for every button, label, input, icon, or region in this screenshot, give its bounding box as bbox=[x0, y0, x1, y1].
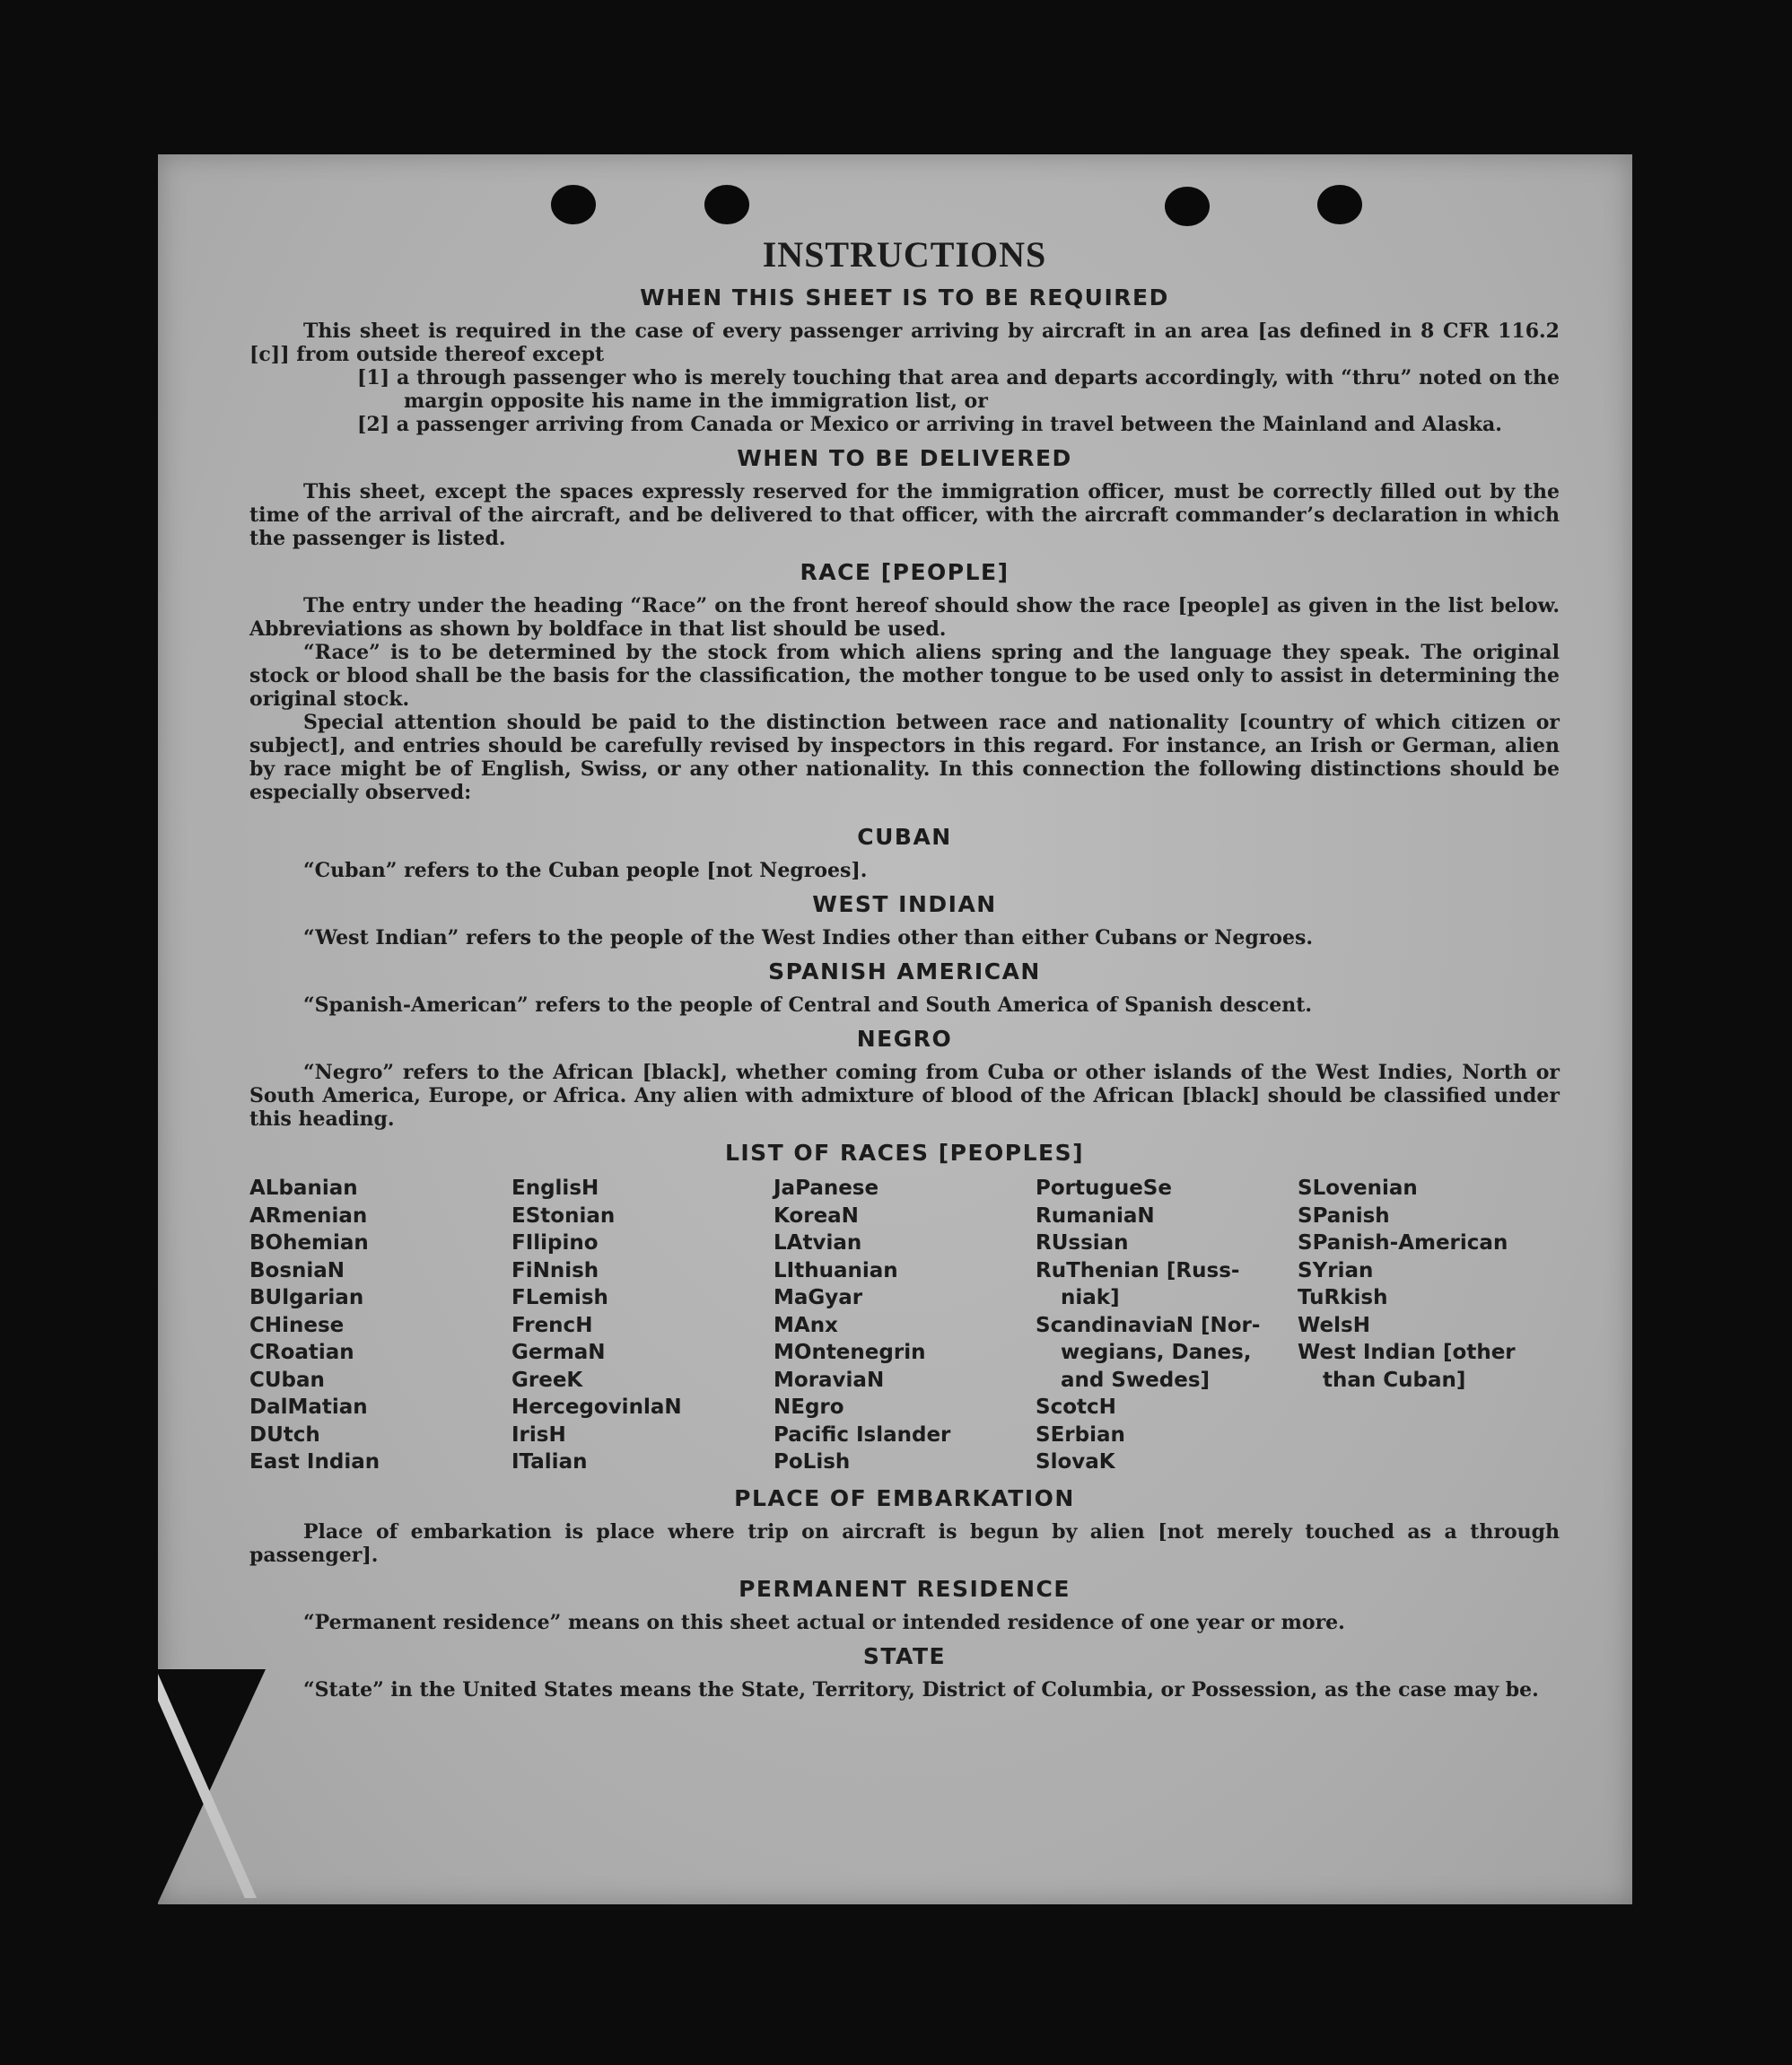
race-item: BUlgarian bbox=[249, 1286, 364, 1309]
race-item: ITalian bbox=[511, 1450, 588, 1474]
embarkation-text: Place of embarkation is place where trip on aircraft is begun by alien [not merely touched as a through passenger]. bbox=[249, 1519, 1560, 1567]
heading-negro: NEGRO bbox=[856, 1026, 953, 1052]
heading-required: WHEN THIS SHEET IS TO BE REQUIRED bbox=[640, 284, 1169, 311]
race-item-continued: wegians, Danes, bbox=[1061, 1341, 1252, 1364]
heading-delivered: WHEN TO BE DELIVERED bbox=[737, 445, 1072, 471]
west-indian-text: “West Indian” refers to the people of the West Indies other than either Cubans or Negroes. bbox=[303, 926, 1314, 949]
heading-west-indian: WEST INDIAN bbox=[812, 891, 997, 917]
heading-spanish-american: SPANISH AMERICAN bbox=[768, 958, 1041, 984]
cuban-text: “Cuban” refers to the Cuban people [not Negroes]. bbox=[303, 859, 868, 882]
race-paragraph-1: The entry under the heading “Race” on the front hereof should show the race [people] as given in the list below. Abbreviations as shown by boldface in that list should be used. bbox=[249, 594, 1560, 641]
race-item: CRoatian bbox=[249, 1341, 354, 1364]
race-item: BOhemian bbox=[249, 1231, 369, 1255]
race-item: JaPanese bbox=[774, 1177, 879, 1200]
race-item: FrencH bbox=[511, 1313, 593, 1337]
heading-race: RACE [PEOPLE] bbox=[800, 559, 1010, 585]
race-item: GermaN bbox=[511, 1341, 606, 1364]
races-column-5 bbox=[1298, 1175, 1560, 1476]
race-item: EnglisH bbox=[511, 1177, 599, 1200]
race-item: ARmenian bbox=[249, 1203, 368, 1228]
races-column-4 bbox=[1036, 1175, 1298, 1476]
race-item: West Indian [other bbox=[1298, 1341, 1516, 1364]
page-title: INSTRUCTIONS bbox=[762, 234, 1047, 275]
race-item: LIthuanian bbox=[774, 1258, 898, 1282]
race-item: DalMatian bbox=[249, 1396, 368, 1419]
race-item: CHinese bbox=[249, 1313, 345, 1337]
required-item-2: [2] a passenger arriving from Canada or Mexico or arriving in travel between the Mainland and Alaska. bbox=[357, 413, 1502, 436]
heading-list-of-races: LIST OF RACES [PEOPLES] bbox=[724, 1140, 1085, 1166]
races-list bbox=[249, 1175, 1560, 1476]
heading-state: STATE bbox=[862, 1642, 947, 1669]
race-item: ScandinaviaN [Nor- bbox=[1036, 1313, 1261, 1337]
race-item: PoLish bbox=[774, 1450, 851, 1474]
race-item: RuThenian [Russ- bbox=[1036, 1258, 1240, 1282]
race-item: FLemish bbox=[511, 1286, 608, 1309]
spanish-american-text: “Spanish-American” refers to the people of Central and South America of Spanish descent. bbox=[303, 993, 1313, 1017]
race-item: CUban bbox=[249, 1368, 325, 1392]
heading-embarkation: PLACE OF EMBARKATION bbox=[734, 1484, 1075, 1511]
races-column-1 bbox=[249, 1175, 511, 1476]
race-item: FiNnish bbox=[511, 1258, 599, 1282]
race-item: LAtvian bbox=[774, 1231, 862, 1255]
required-item-1: [1] a through passenger who is merely touching that area and departs accordingly, with “thru” noted on the margin opposite his name in the immigration list, or bbox=[357, 366, 1560, 413]
punch-hole bbox=[704, 185, 749, 224]
race-paragraph-3: Special attention should be paid to the distinction between race and nationality [country of which citizen or subject], and entries should be carefully revised by inspectors in this regard. For instance, an Irish or German, alien by race might be of English, Swiss, or any other nationality. In this connection the following distinctions should be especially observed: bbox=[249, 711, 1560, 804]
race-item: PortugueSe bbox=[1036, 1177, 1172, 1200]
race-item: MaGyar bbox=[774, 1286, 863, 1309]
race-item: SlovaK bbox=[1036, 1450, 1115, 1474]
punch-hole bbox=[1317, 185, 1362, 224]
punch-hole bbox=[1165, 187, 1210, 226]
race-item: GreeK bbox=[511, 1368, 583, 1392]
race-item: SPanish bbox=[1298, 1203, 1390, 1228]
race-item: MOntenegrin bbox=[774, 1341, 926, 1364]
race-item-continued: niak] bbox=[1061, 1286, 1120, 1309]
races-column-3 bbox=[774, 1175, 1036, 1476]
heading-cuban: CUBAN bbox=[857, 824, 952, 850]
instructions-content bbox=[249, 233, 1560, 1702]
delivered-text: This sheet, except the spaces expressly reserved for the immigration officer, must be correctly filled out by the time of the arrival of the aircraft, and be delivered to that officer, with the aircraft commander’s declaration in which the passenger is listed. bbox=[249, 480, 1560, 550]
races-column-2 bbox=[511, 1175, 774, 1476]
race-item-continued: than Cuban] bbox=[1323, 1368, 1466, 1392]
race-item: NEgro bbox=[774, 1396, 844, 1419]
race-item: SLovenian bbox=[1298, 1177, 1418, 1200]
residence-text: “Permanent residence” means on this sheet actual or intended residence of one year or more. bbox=[303, 1610, 1345, 1634]
folded-corner bbox=[158, 1669, 266, 1903]
race-item: RUssian bbox=[1036, 1231, 1129, 1255]
race-item: KoreaN bbox=[774, 1203, 859, 1228]
race-item: SErbian bbox=[1036, 1422, 1125, 1447]
race-item: ALbanian bbox=[249, 1177, 358, 1200]
race-item: WelsH bbox=[1298, 1313, 1370, 1337]
race-paragraph-2: “Race” is to be determined by the stock from which aliens spring and the language they speak. The original stock or blood shall be the basis for the classification, the mother tongue to be used only to assist in determining the original stock. bbox=[249, 641, 1560, 711]
race-item: ScotcH bbox=[1036, 1396, 1116, 1419]
race-item: FIlipino bbox=[511, 1231, 599, 1255]
race-item: SPanish-American bbox=[1298, 1231, 1508, 1255]
race-item: HercegovinlaN bbox=[511, 1396, 682, 1419]
race-item: EStonian bbox=[511, 1203, 616, 1228]
race-item: TuRkish bbox=[1298, 1286, 1388, 1309]
state-text: “State” in the United States means the State, Territory, District of Columbia, or Possession, as the case may be. bbox=[303, 1677, 1539, 1702]
race-item-continued: and Swedes] bbox=[1061, 1368, 1211, 1392]
race-item: SYrian bbox=[1298, 1258, 1374, 1282]
race-item: DUtch bbox=[249, 1422, 320, 1447]
punch-hole bbox=[551, 185, 596, 224]
race-item: MAnx bbox=[774, 1313, 838, 1337]
race-item: MoraviaN bbox=[774, 1368, 885, 1392]
negro-text: “Negro” refers to the African [black], whether coming from Cuba or other islands of the West Indies, North or South America, Europe, or Africa. Any alien with admixture of blood of the African [black] should be classified under this heading. bbox=[249, 1061, 1560, 1131]
race-item: BosniaN bbox=[249, 1258, 345, 1282]
heading-residence: PERMANENT RESIDENCE bbox=[739, 1575, 1071, 1602]
race-item: IrisH bbox=[511, 1422, 566, 1447]
race-item: Pacific Islander bbox=[774, 1422, 951, 1447]
race-item: East Indian bbox=[249, 1450, 380, 1474]
race-item: RumaniaN bbox=[1036, 1203, 1155, 1228]
required-intro: This sheet is required in the case of every passenger arriving by aircraft in an area [as defined in 8 CFR 116.2 [c]] from outside thereof except bbox=[249, 319, 1560, 366]
